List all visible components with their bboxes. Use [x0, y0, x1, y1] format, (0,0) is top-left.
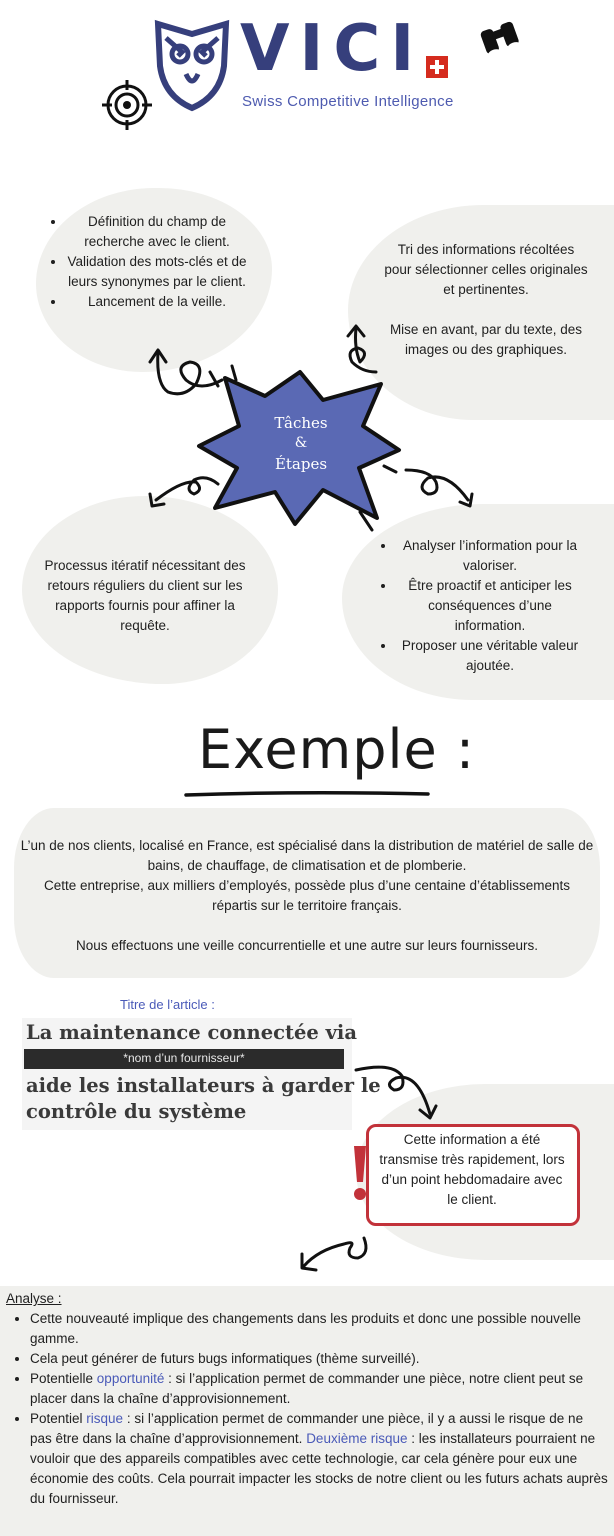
opportunity-text: : si l’application permet de commander une pièce, notre client peut se placer dans la chaîne d’approvisionnement.	[30, 1371, 584, 1406]
list-item	[30, 1369, 608, 1409]
risk-prefix: Potentiel	[30, 1411, 87, 1426]
example-paragraph-3: Nous effectuons une veille concurrentielle et une autre sur leurs fournisseurs.	[75, 938, 538, 953]
logo-wordmark: VICI	[240, 12, 425, 86]
article-line-1: La maintenance connectée via	[26, 1021, 357, 1044]
list-item: • Définition du champ de recherche avec le client.	[66, 212, 248, 252]
center-label-line1: Tâches	[274, 414, 328, 432]
article-label: Titre de l’article :	[120, 997, 215, 1012]
example-paragraph-2: Cette entreprise, aux milliers d’employés, possède plus d’une centaine d’établissements répartis sur le territoire français.	[43, 878, 571, 913]
curly-arrows	[0, 0, 614, 720]
list-item: • Lancement de la veille.	[66, 292, 248, 312]
analysis-content	[6, 1289, 608, 1509]
list-item: • Validation des mots-clés et de leurs synonymes par le client.	[66, 252, 248, 292]
list-item	[30, 1409, 608, 1509]
list-item: • Cela peut générer de futurs bugs informatiques (thème surveillé).	[30, 1349, 608, 1369]
second-risk-text: : les installateurs pourraient ne vouloir que des appareils compatibles avec cette technologie, car cela génère pour eux une économie des coûts. Cela pourrait impacter les stocks de notre client ou les futurs achats auprès du fournisseur.	[30, 1431, 608, 1506]
list-item: • Analyser l’information pour la valoriser.	[396, 536, 584, 576]
article-line-2: aide les installateurs à garder le	[26, 1074, 381, 1097]
alert-text: Cette information a été transmise très rapidement, lors d’un point hebdomadaire avec le client.	[379, 1132, 565, 1207]
center-label-line2: &	[294, 435, 308, 451]
exclamation-icon	[350, 1144, 370, 1204]
risk-text: : si l’application permet de commander une pièce, il y a aussi le risque de ne pas être dans la chaîne d’approvisionnement.	[30, 1411, 584, 1446]
opportunity-term: opportunité	[96, 1371, 165, 1386]
analysis-heading: Analyse :	[6, 1291, 62, 1306]
example-text	[20, 836, 594, 956]
top-right-paragraph-1: Tri des informations récoltées pour sélectionner celles originales et pertinentes.	[384, 242, 588, 297]
example-paragraph-1: L’un de nos clients, localisé en France, est spécialisé dans la distribution de matériel de salle de bains, de chauffage, de climatisation et de plomberie.	[20, 838, 594, 873]
opportunity-prefix: Potentielle	[30, 1371, 97, 1386]
list-item: • Être proactif et anticiper les conséquences d’une information.	[396, 576, 584, 636]
text-bottom-left: Processus itératif nécessitant des retours réguliers du client sur les rapports fournis pour affiner la requête.	[44, 558, 246, 633]
second-risk-term: Deuxième risque	[306, 1431, 408, 1446]
list-item: • Cette nouveauté implique des changements dans les produits et donc une possible nouvelle gamme.	[30, 1309, 608, 1349]
title-underline	[182, 788, 432, 800]
logo-subtitle: Swiss Competitive Intelligence	[242, 93, 454, 110]
redacted-label: *nom d’un fournisseur*	[123, 1051, 245, 1065]
top-right-paragraph-2: Mise en avant, par du texte, des images ou des graphiques.	[389, 322, 583, 357]
article-line-3: contrôle du système	[26, 1100, 247, 1123]
list-item: • Proposer une véritable valeur ajoutée.	[396, 636, 584, 676]
risk-term: risque	[86, 1411, 124, 1426]
example-title: Exemple :	[198, 718, 476, 781]
center-label-line3: Étapes	[274, 455, 328, 473]
